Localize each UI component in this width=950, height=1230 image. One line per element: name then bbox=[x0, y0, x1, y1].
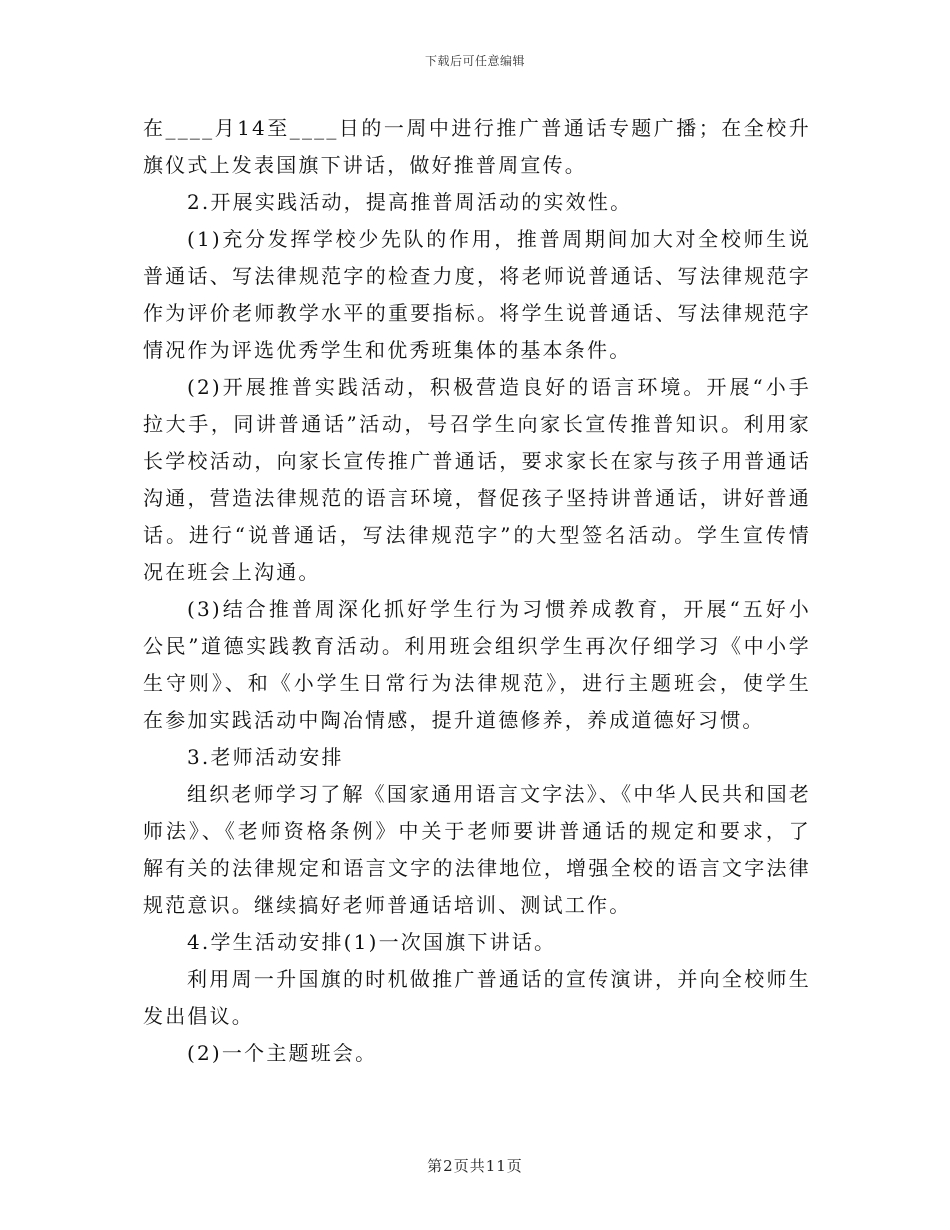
section-heading-class-meeting: (2)一个主题班会。 bbox=[187, 1041, 378, 1065]
page-number: 第2页共11页 bbox=[427, 1157, 523, 1175]
section-heading-teachers: 3.老师活动安排 bbox=[187, 745, 344, 769]
document-body bbox=[143, 110, 811, 1072]
paragraph-practice-activities: (2)开展推普实践活动，积极营造良好的语言环境。开展“小手拉大手，同讲普通话”活动，号召学生向家长宣传推普知识。利用家长学校活动，向家长宣传推广普通话，要求家长在家与孩子用普通话沟通，营造法律规范的语言环境，督促孩子坚持讲普通话，讲好普通话。进行“说普通话，写法律规范字”的大型签名活动。学生宣传情况在班会上沟通。 bbox=[143, 375, 811, 584]
paragraph-habits: (3)结合推普周深化抓好学生行为习惯养成教育，开展“五好小公民”道德实践教育活动。利用班会组织学生再次仔细学习《中小学生守则》、和《小学生日常行为法律规范》，进行主题班会，使学生在参加实践活动中陶冶情感，提升道德修养，养成道德好习惯。 bbox=[143, 597, 811, 732]
section-heading-practice: 2.开展实践活动，提高推普周活动的实效性。 bbox=[187, 190, 633, 214]
paragraph-broadcast: 在____月14至____日的一周中进行推广普通话专题广播；在全校升旗仪式上发表国旗下讲话，做好推普周宣传。 bbox=[143, 116, 811, 177]
paragraph-teachers: 组织老师学习了解《国家通用语言文字法》、《中华人民共和国老师法》、《老师资格条例》中关于老师要讲普通话的规定和要求，了解有关的法律规定和语言文字的法律地位，增强全校的语言文字法律规范意识。继续搞好老师普通话培训、测试工作。 bbox=[143, 782, 811, 917]
page-header: 下载后可任意编辑 bbox=[424, 54, 525, 68]
paragraph-flag-speech: 利用周一升国旗的时机做推广普通话的宣传演讲，并向全校师生发出倡议。 bbox=[143, 967, 811, 1028]
paragraph-pioneers: (1)充分发挥学校少先队的作用，推普周期间加大对全校师生说普通话、写法律规范字的检查力度，将老师说普通话、写法律规范字作为评价老师教学水平的重要指标。将学生说普通话、写法律规范字情况作为评选优秀学生和优秀班集体的基本条件。 bbox=[143, 227, 811, 362]
section-heading-students: 4.学生活动安排(1)一次国旗下讲话。 bbox=[187, 930, 557, 954]
